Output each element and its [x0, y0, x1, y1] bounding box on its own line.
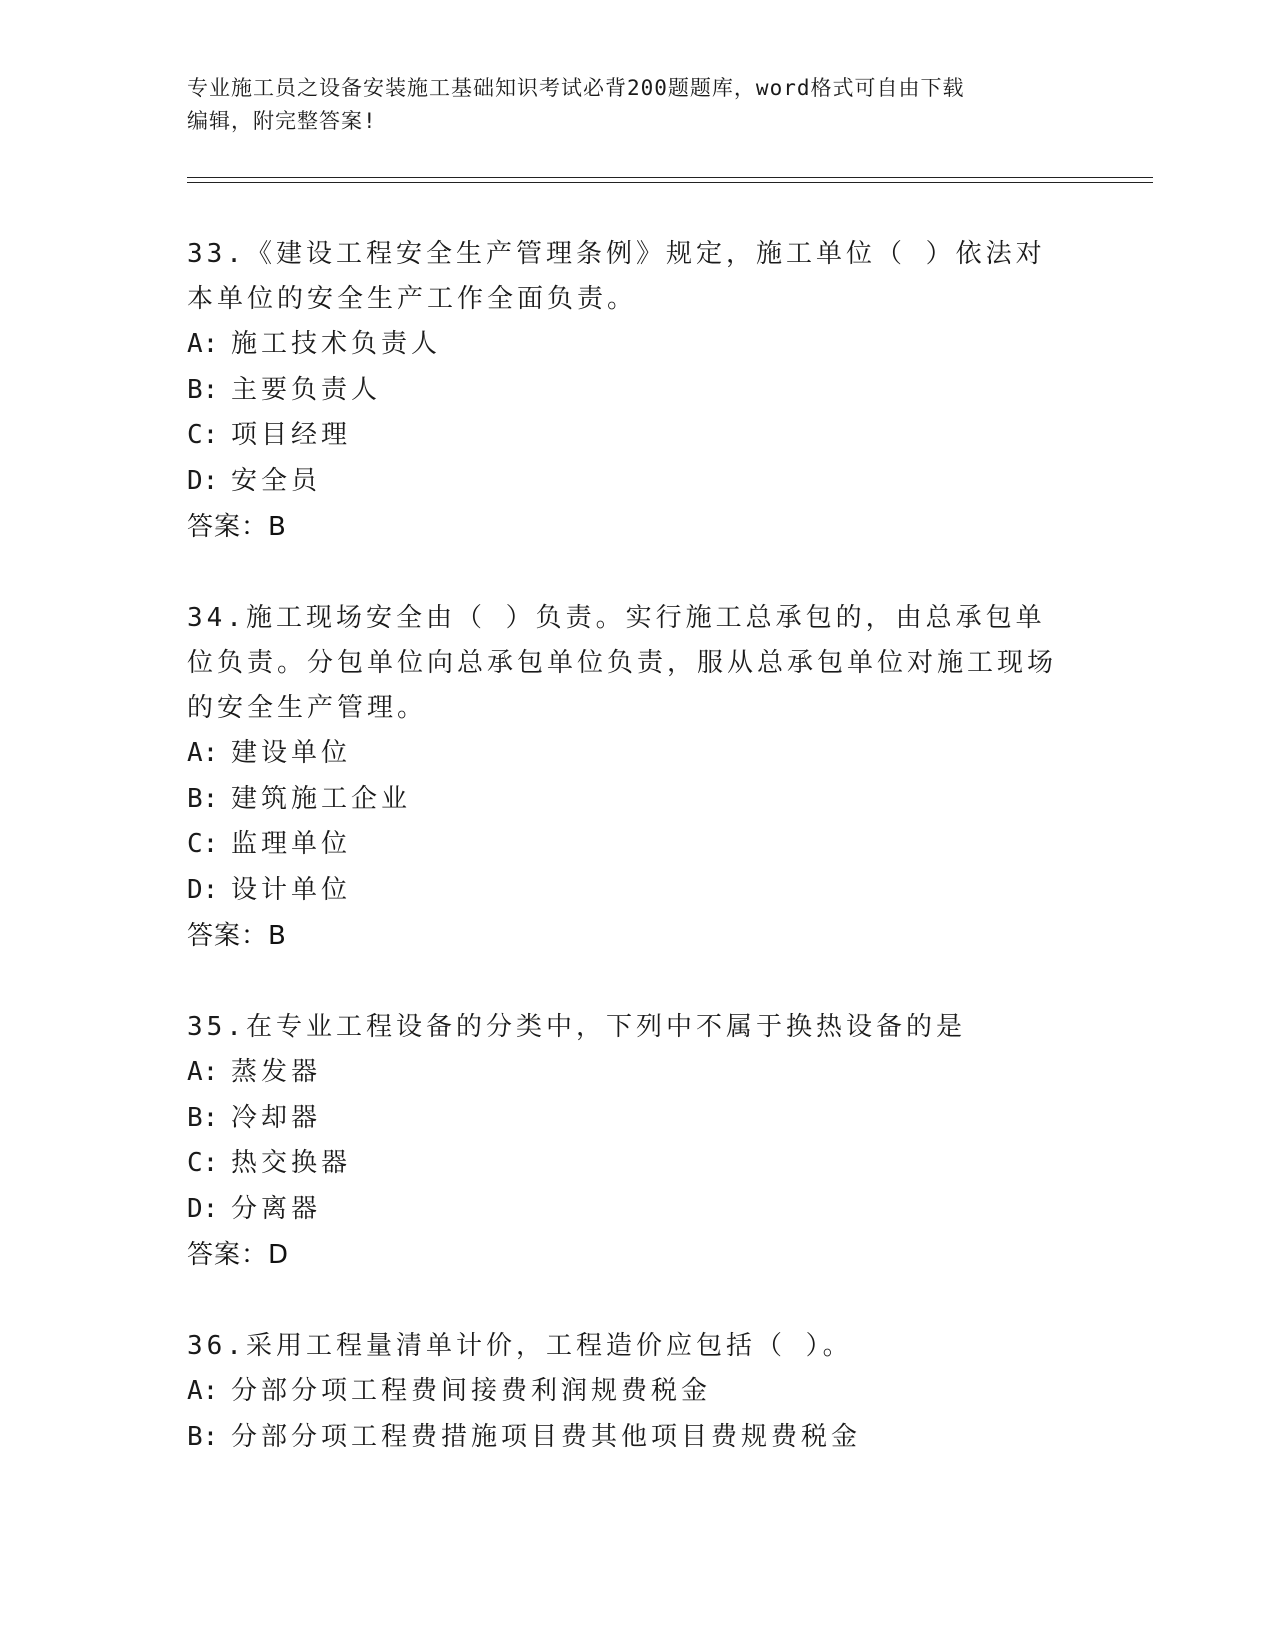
option-b: [187, 777, 1067, 823]
option-letter: A:: [187, 738, 219, 768]
option-letter: B:: [187, 1102, 219, 1133]
option-letter: C:: [187, 420, 219, 450]
option-letter: D:: [187, 1193, 219, 1224]
option-c: [187, 822, 1067, 868]
option-letter: A:: [187, 1376, 219, 1406]
option-text: 项目经理: [231, 420, 352, 450]
option-d: [187, 1187, 1067, 1233]
answer-label: 答案：B: [187, 921, 287, 951]
option-d: [187, 868, 1067, 914]
option-text: 冷却器: [231, 1102, 322, 1133]
option-a: [187, 731, 1067, 777]
question-stem: 33.《建设工程安全生产管理条例》规定，施工单位（ ）依法对本单位的安全生产工作全面负责。: [187, 239, 1046, 314]
option-text: 分离器: [231, 1193, 322, 1224]
option-letter: A:: [187, 329, 219, 359]
question-stem: 35.在专业工程设备的分类中，下列中不属于换热设备的是: [187, 1012, 966, 1042]
option-letter: B:: [187, 1421, 219, 1452]
header-divider-top: [187, 177, 1153, 178]
option-letter: D:: [187, 465, 219, 496]
option-c: [187, 1141, 1067, 1187]
document-header: [187, 72, 1087, 138]
option-b: [187, 1096, 1067, 1142]
option-text: 建筑施工企业: [231, 783, 412, 814]
option-letter: C:: [187, 829, 219, 859]
option-c: [187, 413, 1067, 459]
option-text: 建设单位: [231, 738, 352, 768]
answer-label: 答案：B: [187, 512, 287, 542]
option-text: 设计单位: [231, 874, 352, 905]
option-text: 监理单位: [231, 829, 352, 859]
header-line-2: 编辑，附完整答案!: [187, 109, 377, 133]
option-a: [187, 1050, 1067, 1096]
question-34: [187, 596, 1067, 959]
option-b: [187, 368, 1067, 414]
option-text: 蒸发器: [231, 1057, 322, 1087]
header-divider-bottom: [187, 182, 1153, 183]
question-list: [187, 232, 1067, 1506]
question-35: [187, 1005, 1067, 1278]
option-b: [187, 1415, 1067, 1461]
question-stem: 34.施工现场安全由（ ）负责。实行施工总承包的，由总承包单位负责。分包单位向总承包单位负责，服从总承包单位对施工现场的安全生产管理。: [187, 603, 1058, 723]
option-letter: D:: [187, 874, 219, 905]
option-text: 分部分项工程费间接费利润规费税金: [231, 1376, 712, 1406]
option-text: 施工技术负责人: [231, 329, 442, 359]
option-a: [187, 1369, 1067, 1415]
option-a: [187, 322, 1067, 368]
option-text: 主要负责人: [231, 374, 382, 405]
answer-label: 答案：D: [187, 1240, 290, 1270]
option-d: [187, 459, 1067, 505]
option-letter: C:: [187, 1148, 219, 1178]
option-text: 热交换器: [231, 1148, 352, 1178]
option-text: 安全员: [231, 465, 322, 496]
option-text: 分部分项工程费措施项目费其他项目费规费税金: [231, 1421, 862, 1452]
question-33: [187, 232, 1067, 550]
header-line-1: 专业施工员之设备安装施工基础知识考试必背200题题库，word格式可自由下载: [187, 76, 965, 100]
option-letter: B:: [187, 783, 219, 814]
question-36: [187, 1324, 1067, 1460]
question-stem: 36.采用工程量清单计价，工程造价应包括（ ）。: [187, 1331, 853, 1361]
option-letter: B:: [187, 374, 219, 405]
option-letter: A:: [187, 1057, 219, 1087]
